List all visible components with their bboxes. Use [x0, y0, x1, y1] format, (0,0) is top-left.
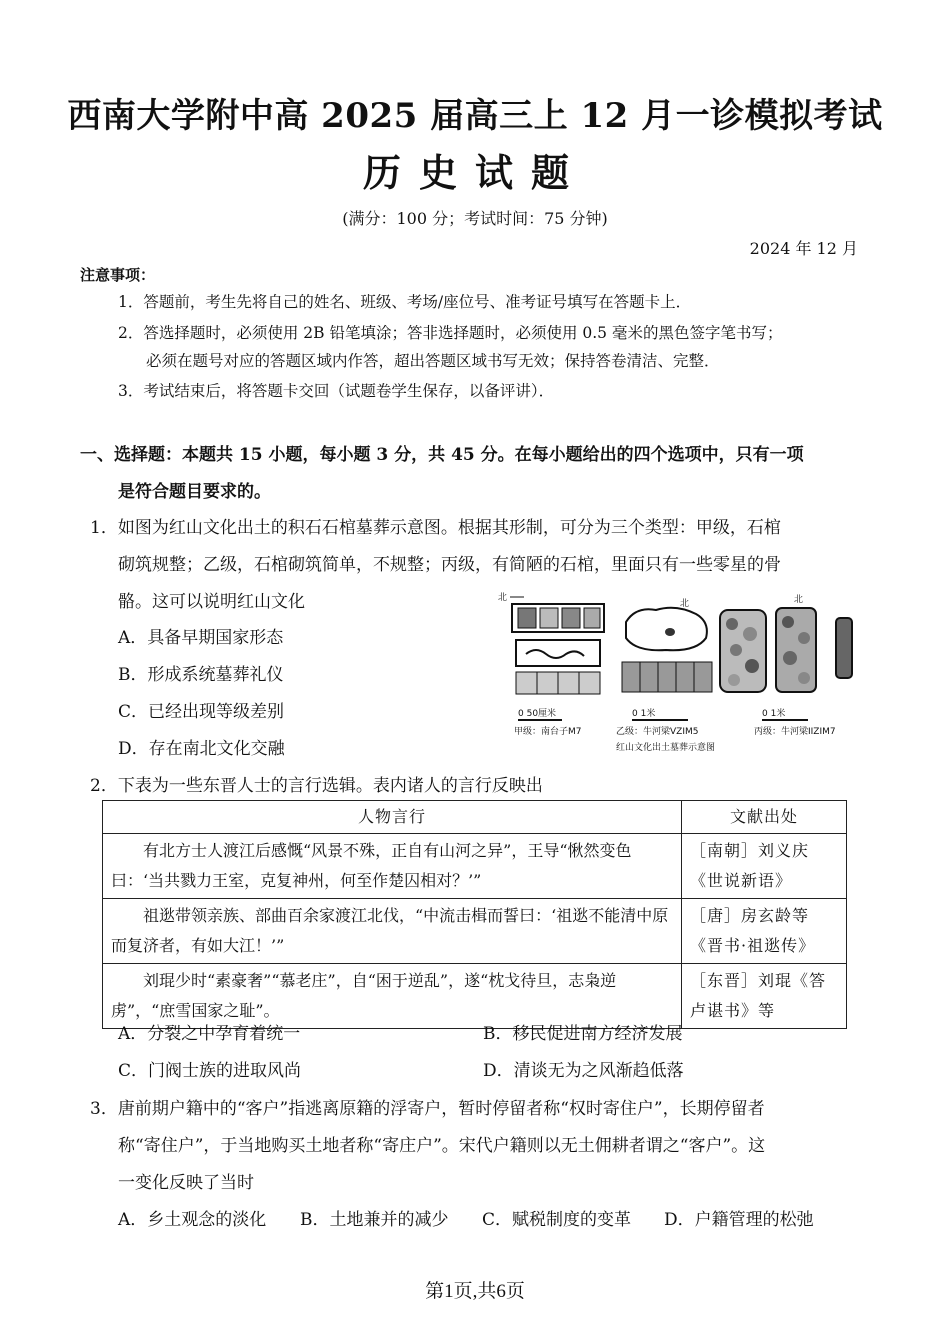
label-type-c: 丙级：牛河梁IIZIM7 [754, 727, 836, 737]
tomb-type-b-diagram [616, 597, 712, 737]
table-cell-source: ［唐］房玄龄等《晋书·祖逖传》 [682, 899, 847, 964]
label-type-a: 甲级：南台子M7 [514, 727, 582, 737]
notice-label: 注意事项： [80, 266, 156, 284]
q3-option-d: D．户籍管理的松弛 [664, 1210, 814, 1230]
notice-item-1: 1．答题前，考生先将自己的姓名、班级、考场/座位号、准考证号填写在答题卡上． [118, 293, 692, 311]
q1-option-b: B．形成系统墓葬礼仪 [118, 665, 284, 685]
q2-table [102, 800, 847, 1029]
table-cell-words: 有北方士人渡江后感慨“风景不殊，正自有山河之异”，王导“愀然变色曰：‘当共戮力王室，克复神州，何至作楚囚相对？’” [103, 834, 682, 899]
tomb-type-a-diagram [498, 591, 604, 737]
north-label-b: 北 [680, 599, 690, 609]
q2-stem: 2．下表为一些东晋人士的言行选辑。表内诸人的言行反映出 [90, 776, 543, 796]
q2-option-c: C．门阀士族的进取风尚 [118, 1061, 302, 1081]
q1-stem-line2: 砌筑规整；乙级，石棺砌筑简单，不规整；丙级，有简陋的石棺，里面只有一些零星的骨 [118, 555, 781, 575]
q1-option-d: D．存在南北文化交融 [118, 739, 285, 759]
scale-a: 0 50厘米 [518, 709, 557, 719]
exam-title: 西南大学附中高 2025 届高三上 12 月一诊模拟考试 [67, 96, 883, 136]
table-row [103, 899, 847, 964]
figure-caption: 红山文化出土墓葬示意图 [616, 743, 716, 753]
q1-stem-line3: 骼。这可以说明红山文化 [118, 592, 305, 612]
q3-stem-line2: 称“寄住户”，于当地购买土地者称“寄庄户”。宋代户籍则以无土佣耕者谓之“客户”。这 [118, 1136, 766, 1156]
notice-item-3: 3．考试结束后，将答题卡交回（试题卷学生保存，以备评讲）． [118, 382, 555, 400]
q1-stem-line1: 1．如图为红山文化出土的积石石棺墓葬示意图。根据其形制，可分为三个类型：甲级，石棺 [90, 518, 781, 538]
notice-item-2-cont: 必须在题号对应的答题区域内作答，超出答题区域书写无效；保持答卷清洁、完整． [146, 352, 720, 370]
q2-option-b: B．移民促进南方经济发展 [483, 1024, 683, 1044]
table-cell-words: 祖逖带领亲族、部曲百余家渡江北伐，“中流击楫而誓曰：‘祖逖不能清中原而复济者，有如大江！’” [103, 899, 682, 964]
scale-c: 0 1米 [762, 709, 786, 719]
q3-stem-line3: 一变化反映了当时 [118, 1173, 254, 1193]
q1-option-c: C．已经出现等级差别 [118, 702, 285, 722]
table-cell-source: ［东晋］刘琨《答卢谌书》等 [682, 964, 847, 1029]
burial-diagram-figure [492, 588, 872, 758]
table-row [103, 834, 847, 899]
q3-option-c: C．赋税制度的变革 [482, 1210, 632, 1230]
scale-b: 0 1米 [632, 709, 656, 719]
section-heading-cont: 是符合题目要求的。 [118, 482, 271, 502]
page-number: 第1页,共6页 [425, 1281, 525, 1302]
table-header-words: 人物言行 [103, 801, 682, 834]
label-type-b: 乙级：牛河梁VZIM5 [616, 727, 699, 737]
section-heading: 一、选择题：本题共 15 小题，每小题 3 分，共 45 分。在每小题给出的四个选项中，只有一项 [80, 445, 804, 465]
exam-meta: (满分：100 分；考试时间：75 分钟) [342, 209, 608, 228]
q3-option-a: A．乡土观念的淡化 [118, 1210, 267, 1230]
notice-item-2: 2．答选择题时，必须使用 2B 铅笔填涂；答非选择题时，必须使用 0.5 毫米的黑色签字笔书写； [118, 324, 783, 342]
q2-option-d: D．清谈无为之风渐趋低落 [483, 1061, 684, 1081]
q2-option-a: A．分裂之中孕育着统一 [118, 1024, 301, 1044]
table-cell-source: ［南朝］刘义庆《世说新语》 [682, 834, 847, 899]
tomb-type-c-diagram [720, 593, 852, 737]
north-label-a: 北 [498, 593, 508, 603]
subject-title: 历史试题 [362, 150, 587, 195]
exam-date: 2024 年 12 月 [749, 239, 858, 258]
table-header-source: 文献出处 [682, 801, 847, 834]
q1-option-a: A．具备早期国家形态 [118, 628, 284, 648]
table-header-row [103, 801, 847, 834]
q3-stem-line1: 3．唐前期户籍中的“客户”指逃离原籍的浮寄户，暂时停留者称“权时寄住户”，长期停留者 [90, 1099, 765, 1119]
table-cell-words: 刘琨少时“素豪奢”“慕老庄”，自“困于逆乱”，遂“枕戈待旦，志枭逆虏”，“庶雪国家之耻”。 [103, 964, 682, 1029]
q3-option-b: B．土地兼并的减少 [300, 1210, 449, 1230]
north-label-c: 北 [794, 595, 804, 605]
